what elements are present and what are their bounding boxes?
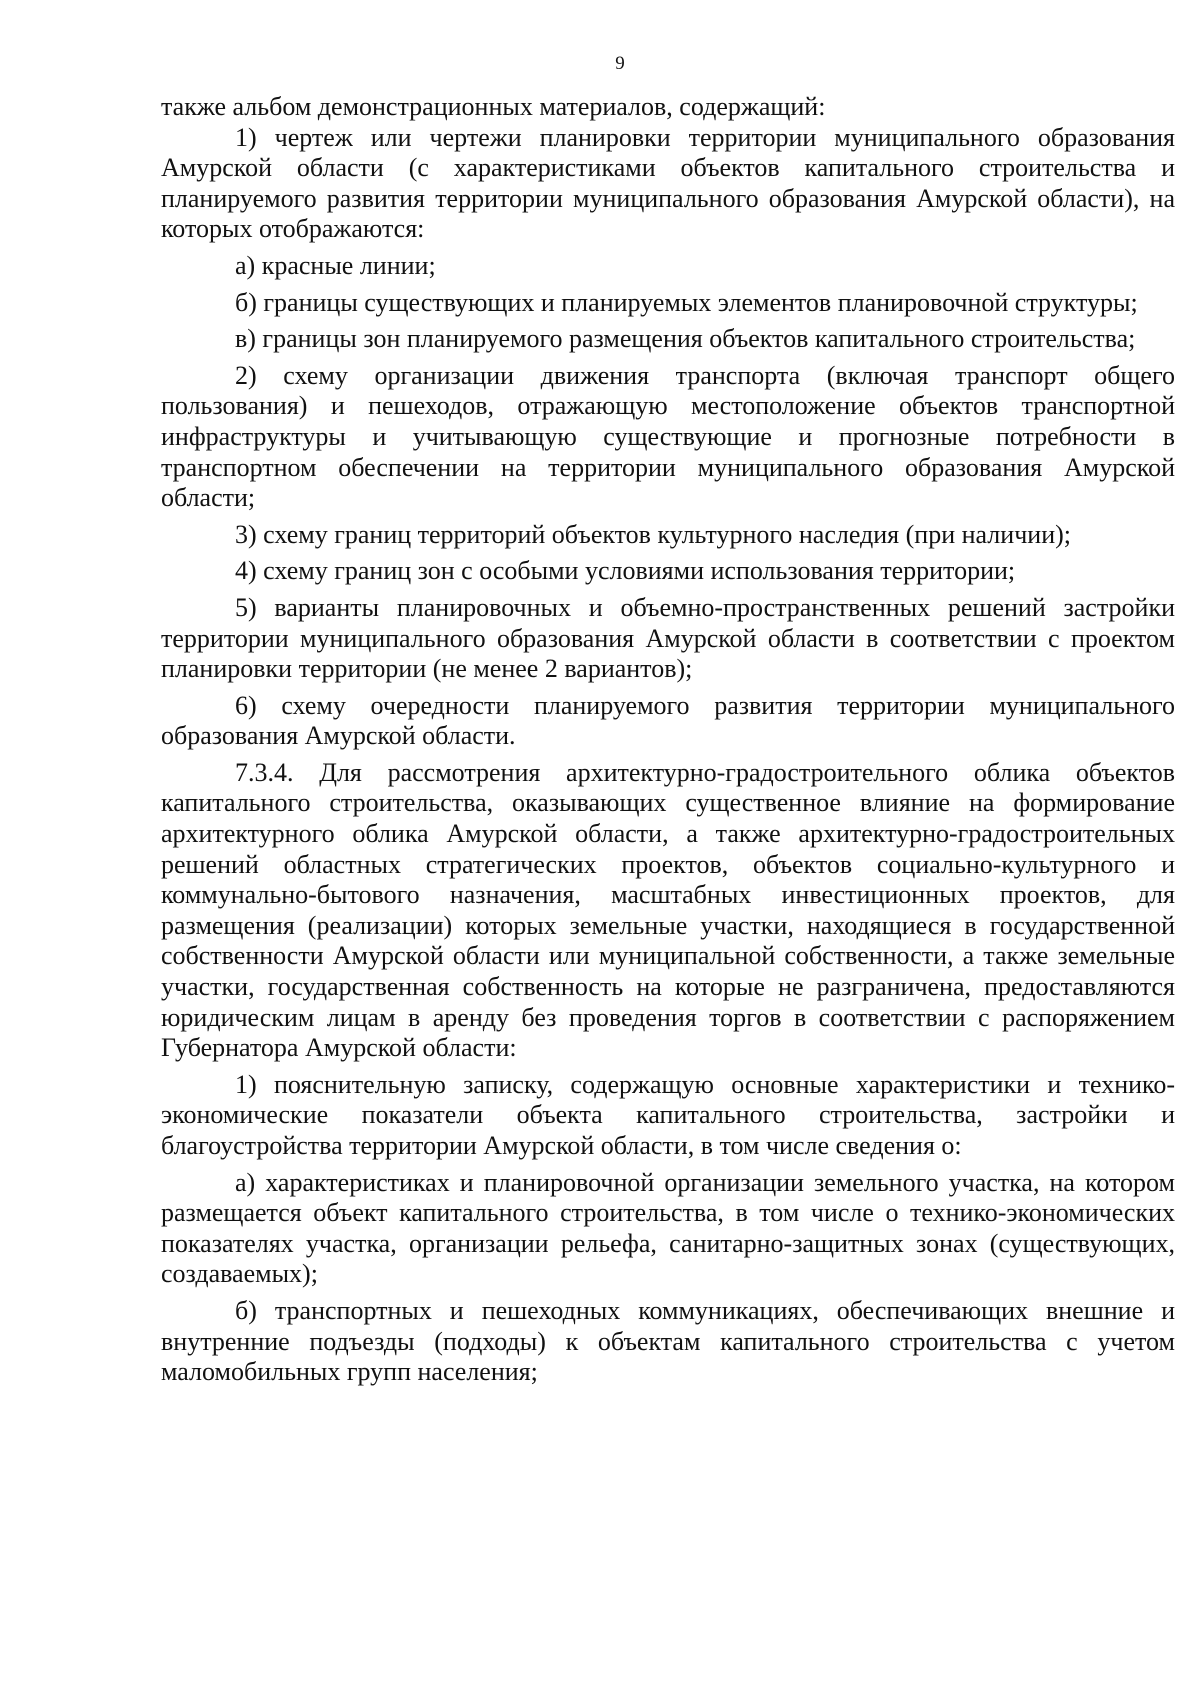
page-number: 9	[615, 53, 625, 74]
paragraph-item-5: 5) варианты планировочных и объемно-пространственных решений застройки территории муниципального образования Амурской области в соответствии с проектом планировки территории (не менее 2 вариантов);	[161, 592, 1175, 684]
paragraph-item-1: 1) чертеж или чертежи планировки территории муниципального образования Амурской области (с характеристиками объектов капитального строительства и планируемого развития территории муниципального образования Амурской области), на которых отображаются:	[161, 122, 1175, 244]
paragraph-subitem-b: б) границы существующих и планируемых элементов планировочной структуры;	[235, 287, 1138, 317]
paragraph-item-2: 2) схему организации движения транспорта (включая транспорт общего пользования) и пешеходов, отражающую местоположение объектов транспортной инфраструктуры и учитывающую существующие и прогнозные потребности в транспортном обеспечении на территории муниципального образования Амурской области;	[161, 360, 1175, 513]
paragraph-subitem-v: в) границы зон планируемого размещения объектов капитального строительства;	[235, 324, 1136, 354]
paragraph-section-7-3-4: 7.3.4. Для рассмотрения архитектурно-градостроительного облика объектов капитального строительства, оказывающих существенное влияние на формирование архитектурного облика Амурской области, а также архитектурно-градостроительных решений областных стратегических проектов, объектов социально-культурного и коммунально-бытового назначения, масштабных инвестиционных проектов, для размещения (реализации) которых земельные участки, находящиеся в государственной собственности Амурской области или муниципальной собственности, а также земельные участки, государственная собственность на которые не разграничена, предоставляются юридическим лицам в аренду без проведения торгов в соответствии с распоряжением Губернатора Амурской области:	[161, 757, 1175, 1063]
paragraph-subitem-a: а) красные линии;	[235, 250, 436, 280]
paragraph-item-3: 3) схему границ территорий объектов культурного наследия (при наличии);	[235, 519, 1071, 549]
paragraph-subitem-a-land: а) характеристиках и планировочной организации земельного участка, на котором размещается объект капитального строительства, в том числе о технико-экономических показателях участка, организации рельефа, санитарно-защитных зонах (существующих, создаваемых);	[161, 1167, 1175, 1289]
paragraph-item-6: 6) схему очередности планируемого развития территории муниципального образования Амурской области.	[161, 690, 1175, 751]
paragraph-intro: также альбом демонстрационных материалов, содержащий:	[161, 92, 826, 121]
document-body	[161, 92, 1175, 1388]
paragraph-item-4: 4) схему границ зон с особыми условиями использования территории;	[235, 556, 1016, 586]
paragraph-subitem-b-transport: б) транспортных и пешеходных коммуникациях, обеспечивающих внешние и внутренние подъезды (подходы) к объектам капитального строительства с учетом маломобильных групп населения;	[161, 1295, 1175, 1387]
paragraph-explanatory-note: 1) пояснительную записку, содержащую основные характеристики и технико-экономические показатели объекта капитального строительства, застройки и благоустройства территории Амурской области, в том числе сведения о:	[161, 1069, 1175, 1160]
